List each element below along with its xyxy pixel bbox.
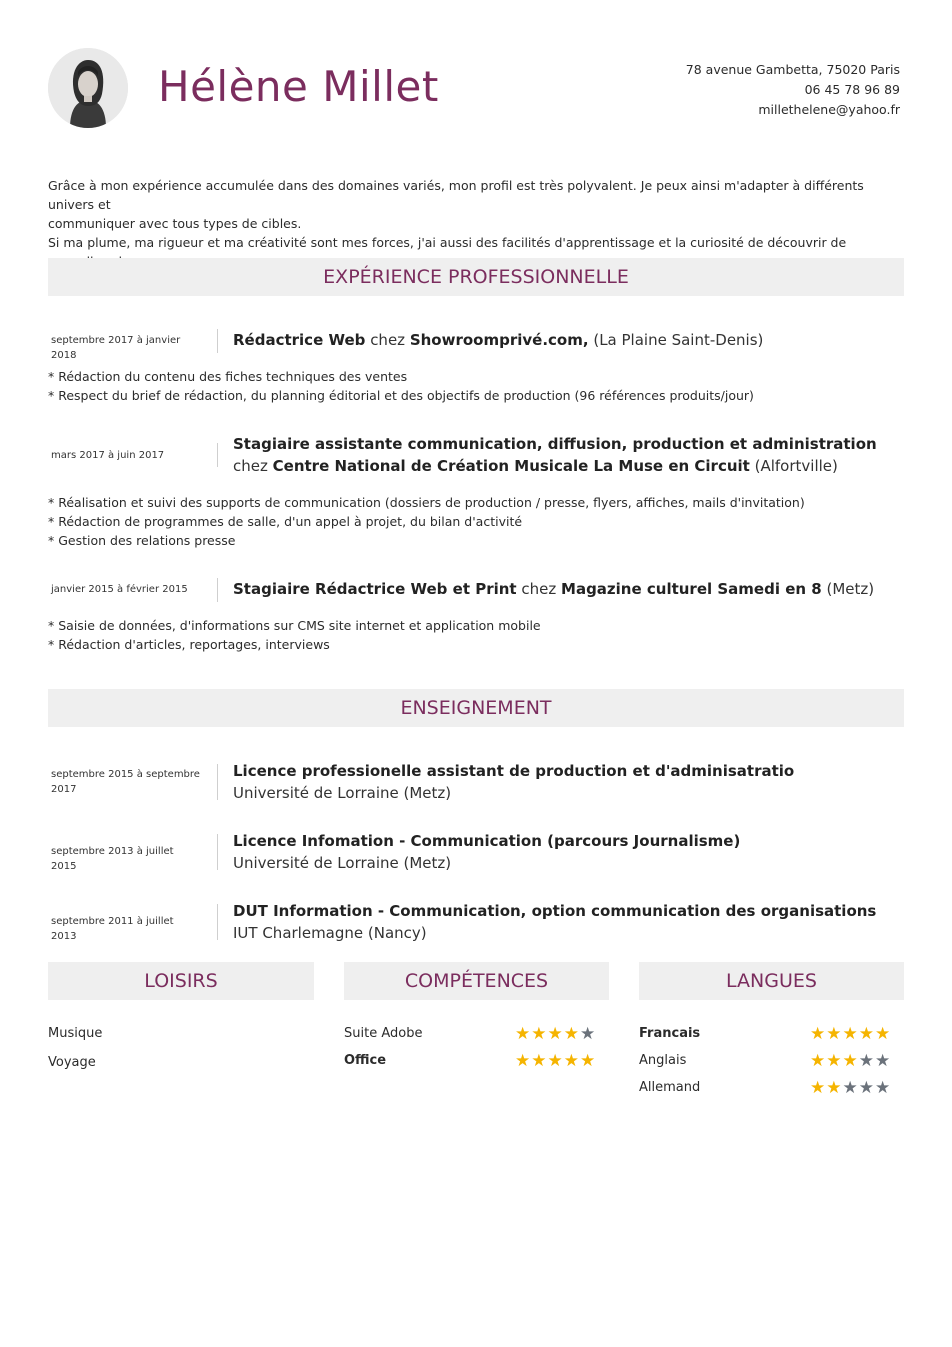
bullet-item: * Gestion des relations presse	[48, 533, 236, 548]
star-icon: ★	[810, 1078, 827, 1098]
job-company: Showroomprivé.com,	[409, 331, 589, 349]
entry-date	[51, 844, 201, 874]
education-entry	[233, 830, 893, 874]
job-connector: chez	[521, 580, 557, 598]
job-bullets	[48, 616, 541, 654]
job-role: Stagiaire assistante communication, diffusion, production et administration	[233, 435, 877, 453]
job-company: Magazine culturel Samedi en 8	[561, 580, 822, 598]
avatar	[48, 48, 128, 128]
education-entry	[233, 760, 893, 804]
school-name: IUT Charlemagne (Nancy)	[233, 924, 427, 942]
skill-name: Office	[344, 1053, 387, 1068]
star-icon: ★	[515, 1024, 532, 1044]
star-icon: ★	[826, 1024, 843, 1044]
star-icon: ★	[580, 1051, 597, 1071]
summary-line: Grâce à mon expérience accumulée dans des domaines variés, mon profil est très polyvalent. Je peux ainsi m'adapter à différents univers et	[48, 178, 864, 212]
entry-date: septembre 2017 à janvier 2018	[51, 335, 181, 361]
language-name: Francais	[639, 1026, 701, 1041]
job-location: (Alfortville)	[754, 457, 838, 475]
bullet-item: * Rédaction du contenu des fiches techniques des ventes	[48, 369, 408, 384]
degree-title: DUT Information - Communication, option communication des organisations	[233, 902, 877, 920]
entry-divider	[217, 329, 218, 353]
entry-date	[51, 767, 201, 797]
hobby-item: Voyage	[48, 1055, 96, 1070]
star-icon: ★	[858, 1024, 875, 1044]
star-icon: ★	[547, 1051, 564, 1071]
star-icon: ★	[842, 1078, 859, 1098]
entry-date	[51, 914, 201, 944]
job-bullets	[48, 493, 805, 550]
star-icon: ★	[563, 1051, 580, 1071]
job-company: Centre National de Création Musicale La Muse en Circuit	[272, 457, 750, 475]
language-name: Anglais	[639, 1053, 687, 1068]
contact-phone: 06 45 78 96 89	[804, 82, 900, 97]
hobby-item: Musique	[48, 1026, 103, 1041]
language-rating	[810, 1052, 891, 1070]
bullet-item: * Rédaction d'articles, reportages, interviews	[48, 637, 330, 652]
job-connector: chez	[370, 331, 406, 349]
star-icon: ★	[875, 1078, 892, 1098]
portrait-photo	[48, 48, 128, 128]
school-name: Université de Lorraine (Metz)	[233, 854, 452, 872]
skill-name: Suite Adobe	[344, 1026, 423, 1041]
section-heading-skills: COMPÉTENCES	[344, 962, 609, 1000]
degree-title: Licence Infomation - Communication (parcours Journalisme)	[233, 832, 741, 850]
star-icon: ★	[858, 1078, 875, 1098]
entry-divider	[217, 443, 218, 467]
star-icon: ★	[580, 1024, 597, 1044]
bullet-item: * Rédaction de programmes de salle, d'un appel à projet, du bilan d'activité	[48, 514, 523, 529]
school-name: Université de Lorraine (Metz)	[233, 784, 452, 802]
section-heading-languages: LANGUES	[639, 962, 904, 1000]
entry-date-line: septembre 2011 à juillet 2013	[51, 916, 174, 942]
language-rating	[810, 1079, 891, 1097]
job-role: Rédactrice Web	[233, 331, 366, 349]
contact-email: millethelene@yahoo.fr	[758, 102, 900, 117]
bullet-item: * Réalisation et suivi des supports de communication (dossiers de production / presse, flyers, affiches, mails d'invitation)	[48, 495, 805, 510]
education-entry	[233, 900, 893, 944]
bullet-item: * Respect du brief de rédaction, du planning éditorial et des objectifs de production (96 références produits/jour)	[48, 388, 754, 403]
job-title	[233, 433, 893, 477]
full-name: Hélène Millet	[158, 62, 439, 111]
entry-date: mars 2017 à juin 2017	[51, 450, 165, 461]
language-rating	[810, 1025, 891, 1043]
degree-title: Licence professionelle assistant de production et d'adminisatratio	[233, 762, 795, 780]
star-icon: ★	[563, 1024, 580, 1044]
star-icon: ★	[531, 1051, 548, 1071]
job-location: (La Plaine Saint-Denis)	[593, 331, 764, 349]
star-icon: ★	[826, 1051, 843, 1071]
star-icon: ★	[810, 1024, 827, 1044]
entry-divider	[217, 834, 218, 870]
skill-rating	[515, 1052, 596, 1070]
star-icon: ★	[875, 1051, 892, 1071]
job-location: (Metz)	[826, 580, 875, 598]
summary-line: Si ma plume, ma rigueur et ma créativité sont mes forces, j'ai aussi des facilités d'apprentissage et la curiosité de découvrir de	[48, 235, 847, 250]
star-icon: ★	[858, 1051, 875, 1071]
bullet-item: * Saisie de données, d'informations sur CMS site internet et application mobile	[48, 618, 541, 633]
skill-rating	[515, 1025, 596, 1043]
star-icon: ★	[531, 1024, 548, 1044]
section-heading-experience: EXPÉRIENCE PROFESSIONNELLE	[48, 258, 904, 296]
job-role: Stagiaire Rédactrice Web et Print	[233, 580, 517, 598]
star-icon: ★	[842, 1024, 859, 1044]
profile-summary	[48, 176, 908, 271]
job-connector: chez	[233, 457, 268, 475]
entry-date-line: septembre 2015 à septembre	[51, 769, 200, 780]
language-name: Allemand	[639, 1080, 701, 1095]
section-heading-education: ENSEIGNEMENT	[48, 689, 904, 727]
entry-date: janvier 2015 à février 2015	[51, 584, 188, 595]
summary-line: communiquer avec tous types de cibles.	[48, 216, 302, 231]
entry-divider	[217, 764, 218, 800]
entry-date-line: 2017	[51, 784, 77, 795]
contact-address: 78 avenue Gambetta, 75020 Paris	[685, 62, 900, 77]
star-icon: ★	[875, 1024, 892, 1044]
star-icon: ★	[842, 1051, 859, 1071]
star-icon: ★	[547, 1024, 564, 1044]
star-icon: ★	[826, 1078, 843, 1098]
job-title	[233, 578, 893, 600]
entry-divider	[217, 578, 218, 602]
job-bullets	[48, 367, 754, 405]
section-heading-hobbies: LOISIRS	[48, 962, 314, 1000]
contact-block	[686, 60, 900, 120]
entry-date-line: septembre 2013 à juillet 2015	[51, 846, 174, 872]
entry-divider	[217, 904, 218, 940]
job-title	[233, 329, 893, 351]
star-icon: ★	[515, 1051, 532, 1071]
star-icon: ★	[810, 1051, 827, 1071]
